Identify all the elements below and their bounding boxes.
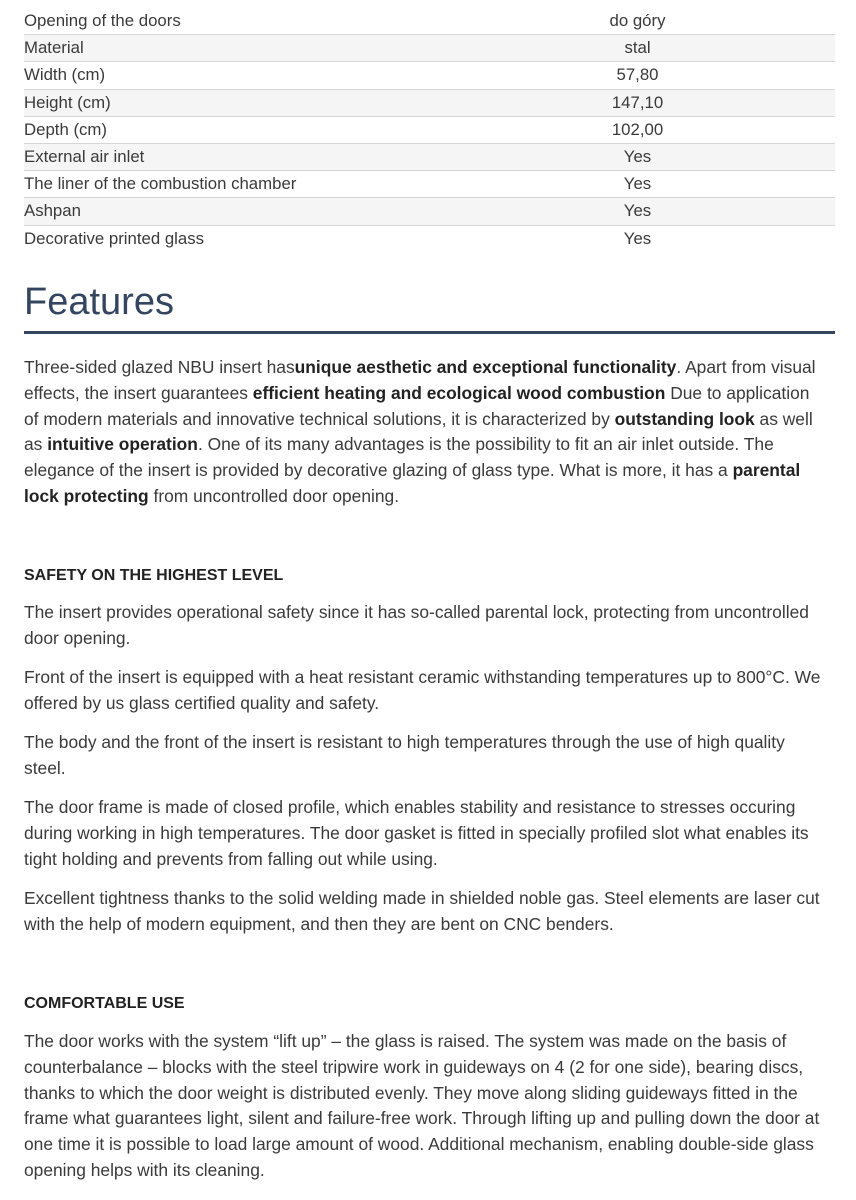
spec-label: Height (cm) (24, 92, 111, 112)
spec-value: 57,80 (616, 65, 659, 85)
safety-heading: SAFETY ON THE HIGHEST LEVEL (24, 567, 284, 584)
table-row (24, 116, 835, 143)
intro-segment: as well as (24, 408, 813, 455)
features-intro (24, 355, 824, 510)
spec-value: Yes (623, 147, 652, 167)
spec-value: do góry (609, 11, 666, 30)
spec-table (24, 8, 835, 252)
comfort-paragraph: The door works with the system “lift up” – the glass is raised. The system was made on the basis of counterbalance – blocks with the steel tripwire work in guideways on 4 (2 for one side), bearing discs, thanks to which the door weight is distributed evenly. They move along sliding guideways fitted in the frame what guarantees light, silent and failure-free work. Through lifting up and pulling down the door at one time it is possible to load large amount of wood. Additional mechanism, enabling double-side glass opening helps with its cleaning. (24, 1031, 820, 1180)
spec-value: 102,00 (611, 119, 664, 139)
features-divider (24, 331, 835, 334)
intro-highlight: efficient heating and ecological wood combustion (252, 382, 666, 403)
table-row (24, 225, 835, 252)
spec-value: Yes (623, 228, 652, 248)
spec-label: Width (cm) (24, 65, 106, 85)
spec-value: 147,10 (611, 92, 664, 112)
safety-paragraph: Front of the insert is equipped with a heat resistant ceramic withstanding temperatures up to 800°C. We offered by us glass certified quality and safety. (24, 667, 821, 713)
safety-paragraph: The door frame is made of closed profile, which enables stability and resistance to stresses occuring during working in high temperatures. The door gasket is fitted in specially profiled slot what enables its tight holding and prevents from falling out while using. (24, 797, 809, 869)
safety-paragraph: The insert provides operational safety since it has so-called parental lock, protecting from uncontrolled door opening. (24, 602, 809, 648)
spec-value: stal (624, 38, 651, 58)
spec-label: Decorative printed glass (24, 228, 205, 248)
spec-label: Depth (cm) (24, 119, 107, 139)
table-row (24, 62, 835, 89)
table-row (24, 35, 835, 62)
spec-value: Yes (623, 201, 652, 221)
comfort-heading: COMFORTABLE USE (24, 995, 185, 1012)
intro-segment: from uncontrolled door opening. (148, 485, 400, 506)
features-title: Features (24, 281, 174, 323)
intro-highlight: outstanding look (614, 408, 755, 429)
intro-highlight: parental lock protecting (24, 460, 801, 506)
spec-label: Ashpan (24, 201, 81, 221)
intro-highlight: unique aesthetic and exceptional functionality (294, 357, 677, 377)
table-row (24, 171, 835, 198)
table-row (24, 144, 835, 171)
spec-label: The liner of the combustion chamber (24, 174, 297, 194)
safety-paragraph: The body and the front of the insert is resistant to high temperatures through the use of high quality steel. (24, 732, 785, 778)
spec-value: Yes (623, 174, 652, 194)
intro-highlight: intuitive operation (47, 434, 198, 455)
intro-segment: . One of its many advantages is the possibility to fit an air inlet outside. The elegance of the insert is provided by decorative glazing of glass type. What is more, it has a (24, 434, 774, 481)
intro-segment: . Apart from visual effects, the insert guarantees (24, 357, 816, 403)
intro-segment: Due to application of modern materials and innovative technical solutions, it is characterized by (24, 382, 810, 429)
spec-label: Material (24, 38, 84, 58)
safety-paragraph: Excellent tightness thanks to the solid welding made in shielded noble gas. Steel elements are laser cut with the help of modern equipment, and then they are bent on CNC benders. (24, 888, 820, 934)
table-row (24, 8, 835, 35)
spec-label: External air inlet (24, 147, 145, 167)
table-row (24, 198, 835, 225)
spec-label: Opening of the doors (24, 11, 181, 30)
intro-segment: Three-sided glazed NBU insert has (24, 357, 295, 377)
table-row (24, 89, 835, 116)
